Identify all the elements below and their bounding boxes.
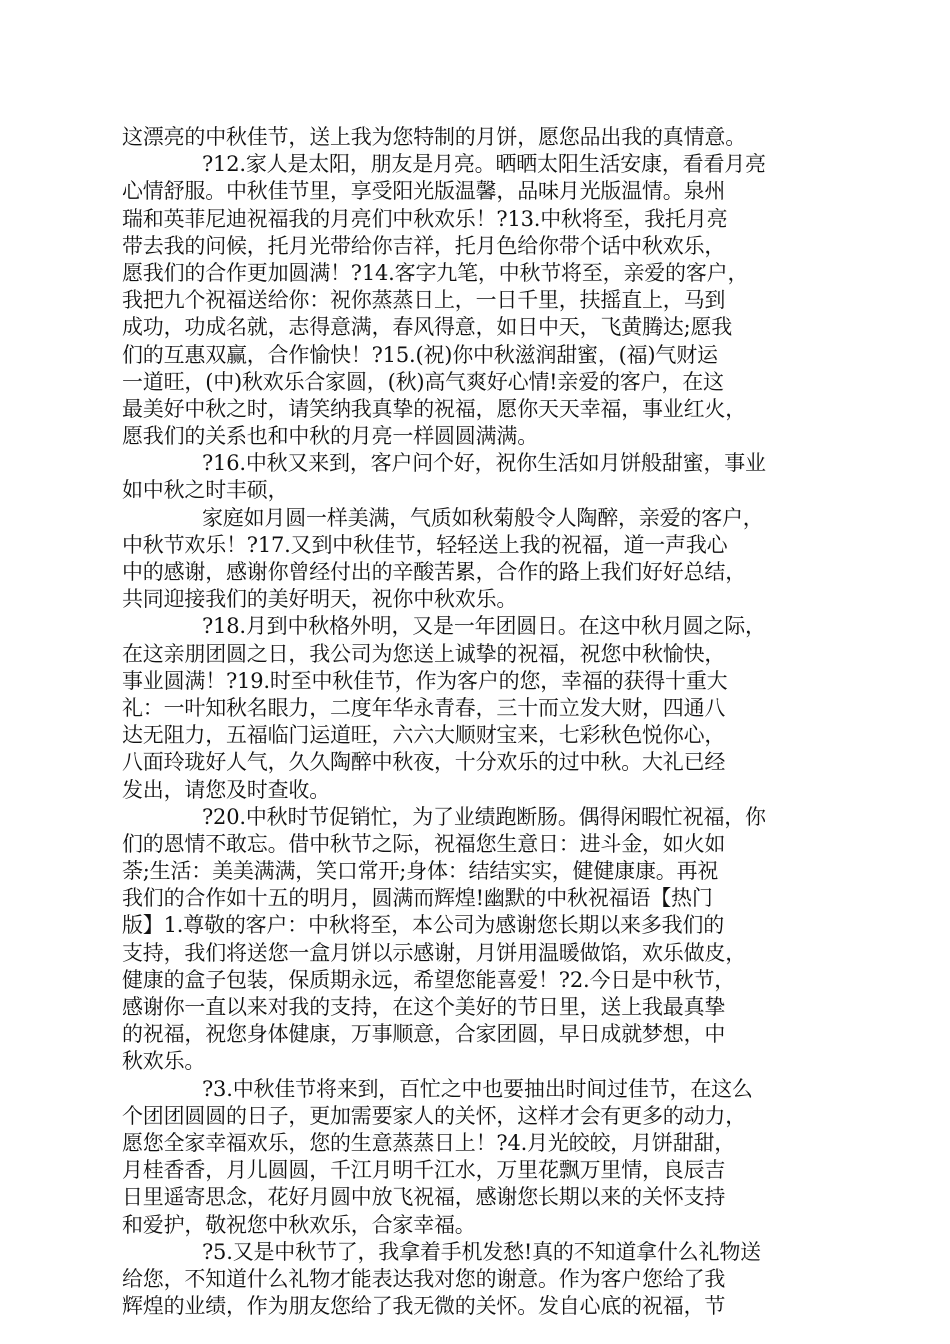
text-line: ?20.中秋时节促销忙，为了业绩跑断肠。偶得闲暇忙祝福，你: [202, 804, 766, 829]
text-line: 荼;生活：美美满满，笑口常开;身体：结结实实，健健康康。再祝: [122, 859, 719, 884]
text-line: ?16.中秋又来到，客户问个好，祝你生活如月饼般甜蜜，事业: [202, 451, 766, 476]
text-line: 最美好中秋之时，请笑纳我真挚的祝福，愿你天天幸福，事业红火，: [122, 396, 746, 421]
text-line: 发出，请您及时查收。: [122, 777, 330, 802]
text-line: 的祝福，祝您身体健康，万事顺意，合家团圆，早日成就梦想，中: [122, 1022, 726, 1047]
text-line: 中的感谢，感谢你曾经付出的辛酸苦累，合作的路上我们好好总结，: [122, 560, 746, 584]
text-line: 事业圆满！?19.时至中秋佳节，作为客户的您，幸福的获得十重大: [122, 668, 728, 693]
text-line: 日里遥寄思念，花好月圆中放飞祝福，感谢您长期以来的关怀支持: [122, 1185, 726, 1210]
text-line: 愿我们的关系也和中秋的月亮一样圆圆满满。: [122, 424, 538, 449]
text-line: 我们的合作如十五的明月，圆满而辉煌!幽默的中秋祝福语【热门: [122, 886, 713, 911]
text-line: 感谢你一直以来对我的支持，在这个美好的节日里，送上我最真挚: [122, 995, 726, 1019]
text-line: 如中秋之时丰硕，: [122, 478, 289, 503]
text-line: 带去我的问候，托月光带给你吉祥，托月色给你带个话中秋欢乐，: [122, 233, 726, 258]
text-line: 给您，不知道什么礼物才能表达我对您的谢意。作为客户您给了我: [122, 1266, 726, 1291]
text-line: 们的恩情不敢忘。借中秋节之际，祝福您生意日：进斗金，如火如: [122, 831, 726, 856]
text-line: 在这亲朋团圆之日，我公司为您送上诚挚的祝福，祝您中秋愉快，: [122, 641, 726, 666]
text-line: 和爱护，敬祝您中秋欢乐，合家幸福。: [122, 1212, 476, 1237]
text-line: 礼：一叶知秋名眼力，二度年华永青春，三十而立发大财，四通八: [122, 695, 726, 720]
text-line: 愿我们的合作更加圆满！?14.客字九笔，中秋节将至，亲爱的客户，: [122, 260, 749, 285]
text-line: 我把九个祝福送给你：祝你蒸蒸日上，一日千里，扶摇直上，马到: [122, 288, 726, 313]
text-line: 版】1.尊敬的客户：中秋将至，本公司为感谢您长期以来多我们的: [122, 913, 725, 938]
text-line: ?3.中秋佳节将来到，百忙之中也要抽出时间过佳节，在这么: [202, 1076, 753, 1101]
text-line: 月桂香香，月儿圆圆，千江月明千江水，万里花飘万里情，良辰吉: [122, 1158, 726, 1183]
text-line: 们的互惠双赢，合作愉快！?15.(祝)你中秋滋润甜蜜，(福)气财运: [122, 342, 718, 367]
text-line: 一道旺，(中)秋欢乐合家圆，(秋)高气爽好心情!亲爱的客户，在这: [122, 369, 724, 394]
text-line: 支持，我们将送您一盒月饼以示感谢，月饼用温暖做馅，欢乐做皮，: [122, 940, 746, 965]
text-line: 辉煌的业绩，作为朋友您给了我无微的关怀。发自心底的祝福，节: [122, 1294, 726, 1319]
text-line: 中秋节欢乐！?17.又到中秋佳节，轻轻送上我的祝福，道一声我心: [122, 532, 728, 557]
text-line: 家庭如月圆一样美满，气质如秋菊般令人陶醉，亲爱的客户，: [202, 505, 764, 530]
text-line: 达无阻力，五福临门运道旺，六六大顺财宝来，七彩秋色悦你心，: [122, 723, 726, 748]
text-line: 瑞和英菲尼迪祝福我的月亮们中秋欢乐！?13.中秋将至，我托月亮: [122, 206, 728, 231]
text-line: 成功，功成名就，志得意满，春风得意，如日中天，飞黄腾达;愿我: [122, 315, 733, 340]
text-line: 个团团圆圆的日子，更加需要家人的关怀，这样才会有更多的动力，: [122, 1103, 746, 1128]
text-line: 秋欢乐。: [122, 1049, 206, 1074]
body-text: [122, 124, 834, 1320]
text-line: 愿您全家幸福欢乐，您的生意蒸蒸日上！?4.月光皎皎，月饼甜甜，: [122, 1130, 736, 1155]
text-line: 这漂亮的中秋佳节，送上我为您特制的月饼，愿您品出我的真情意。: [122, 125, 746, 149]
text-line: 共同迎接我们的美好明天，祝你中秋欢乐。: [122, 587, 518, 612]
text-line: ?12.家人是太阳，朋友是月亮。晒晒太阳生活安康，看看月亮: [202, 152, 766, 177]
text-line: 健康的盒子包装，保质期永远，希望您能喜爱！?2.今日是中秋节，: [122, 967, 736, 992]
text-line: 八面玲珑好人气，久久陶醉中秋夜，十分欢乐的过中秋。大礼已经: [122, 750, 726, 775]
text-line: 心情舒服。中秋佳节里，享受阳光版温馨，品味月光版温情。泉州: [122, 179, 726, 204]
text-line: ?5.又是中秋节了，我拿着手机发愁!真的不知道拿什么礼物送: [202, 1239, 761, 1264]
text-line: ?18.月到中秋格外明，又是一年团圆日。在这中秋月圆之际，: [202, 614, 766, 639]
